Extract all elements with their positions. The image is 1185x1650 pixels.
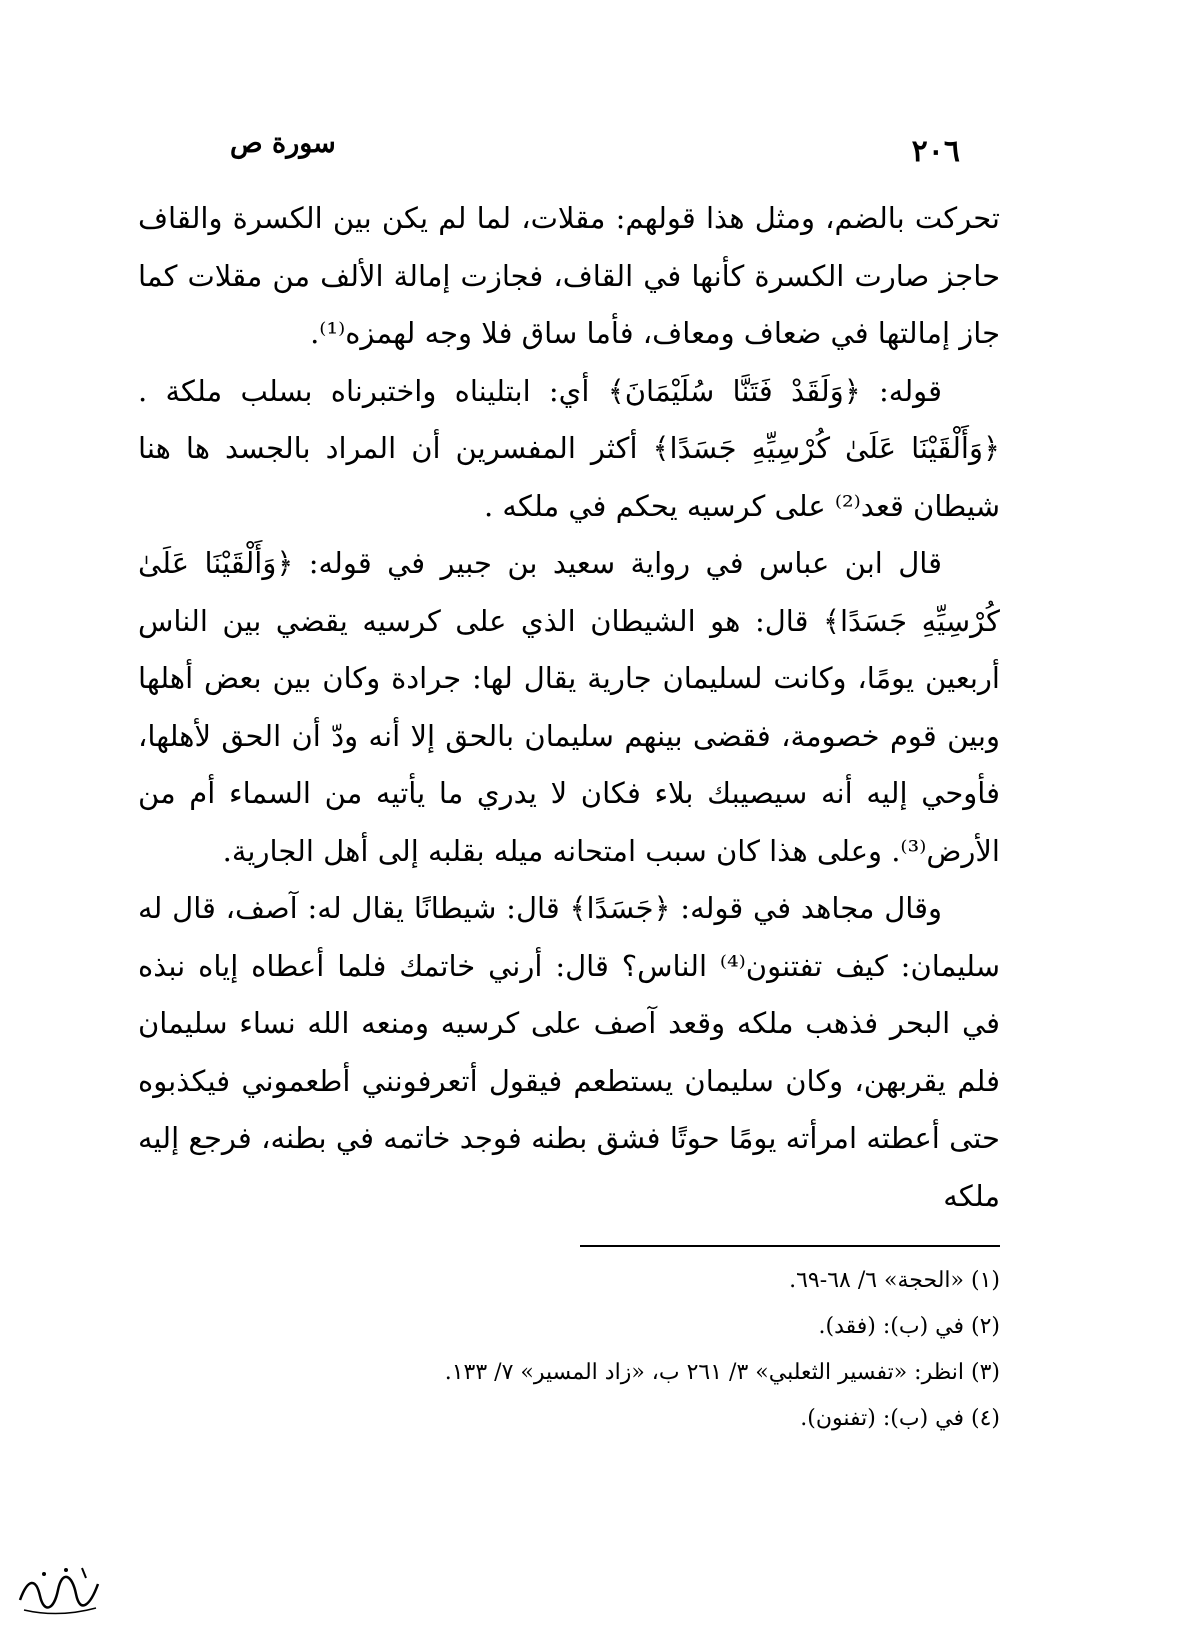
- footnote-separator: [580, 1245, 1000, 1247]
- publisher-logo: [14, 1560, 104, 1620]
- page-header: [230, 128, 960, 172]
- surah-title: سورة ص: [230, 128, 336, 159]
- footnote: (٣) انظر: «تفسير الثعلبي» ٣/ ٢٦١ ب، «زاد المسير» ٧/ ١٣٣.: [444, 1360, 1000, 1385]
- paragraph: وقال مجاهد في قوله: ﴿جَسَدًا﴾ قال: شيطانًا يقال له: آصف، قال له سليمان: كيف تفتنون⁽⁴⁾ الناس؟ قال: أرني خاتمك فلما أعطاه إياه نبذه في البحر فذهب ملكه وقعد آصف على كرسيه ومنعه الله نساء سليمان فلم يقربهن، وكان سليمان يستطعم فيقول أتعرفونني أطعموني فيكذبوه حتى أعطته امرأته يومًا حوتًا فشق بطنه فوجد خاتمه في بطنه، فرجع إليه ملكه: [138, 891, 1000, 1213]
- paragraph: تحركت بالضم، ومثل هذا قولهم: مقلات، لما لم يكن بين الكسرة والقاف حاجز صارت الكسرة كأنها في القاف، فجازت إمالة الألف من مقلات كما جاز إمالتها في ضعاف ومعاف، فأما ساق فلا وجه لهمزه⁽¹⁾.: [138, 201, 1000, 350]
- footnote: (٤) في (ب): (تفنون).: [800, 1406, 1000, 1431]
- paragraph: قوله: ﴿وَلَقَدْ فَتَنَّا سُلَيْمَانَ﴾ أي: ابتليناه واختبرناه بسلب ملكة .﴿وَأَلْقَيْنَا عَلَىٰ كُرْسِيِّهِ جَسَدًا﴾ أكثر المفسرين أن المراد بالجسد ها هنا شيطان قعد⁽²⁾ على كرسيه يحكم في ملكه .: [138, 373, 1000, 523]
- footnote: (١) «الحجة» ٦/ ٦٨-٦٩.: [789, 1268, 1000, 1293]
- footnote: (٢) في (ب): (فقد).: [818, 1314, 1000, 1339]
- footnotes: [300, 1258, 1000, 1442]
- main-text: [138, 190, 1000, 1225]
- paragraph: قال ابن عباس في رواية سعيد بن جبير في قوله: ﴿وَأَلْقَيْنَا عَلَىٰ كُرْسِيِّهِ جَسَدًا﴾ قال: هو الشيطان الذي على كرسيه يقضي بين الناس أربعين يومًا، وكانت لسليمان جارية يقال لها: جرادة وكان بين بعض أهلها وبين قوم خصومة، فقضى بينهم سليمان بالحق إلا أنه ودّ أن الحق لأهلها، فأوحي إليه أنه سيصيبك بلاء فكان لا يدري ما يأتيه من السماء أم من الأرض⁽³⁾. وعلى هذا كان سبب امتحانه ميله بقلبه إلى أهل الجارية.: [138, 546, 1000, 868]
- page-number: ٢٠٦: [911, 134, 960, 169]
